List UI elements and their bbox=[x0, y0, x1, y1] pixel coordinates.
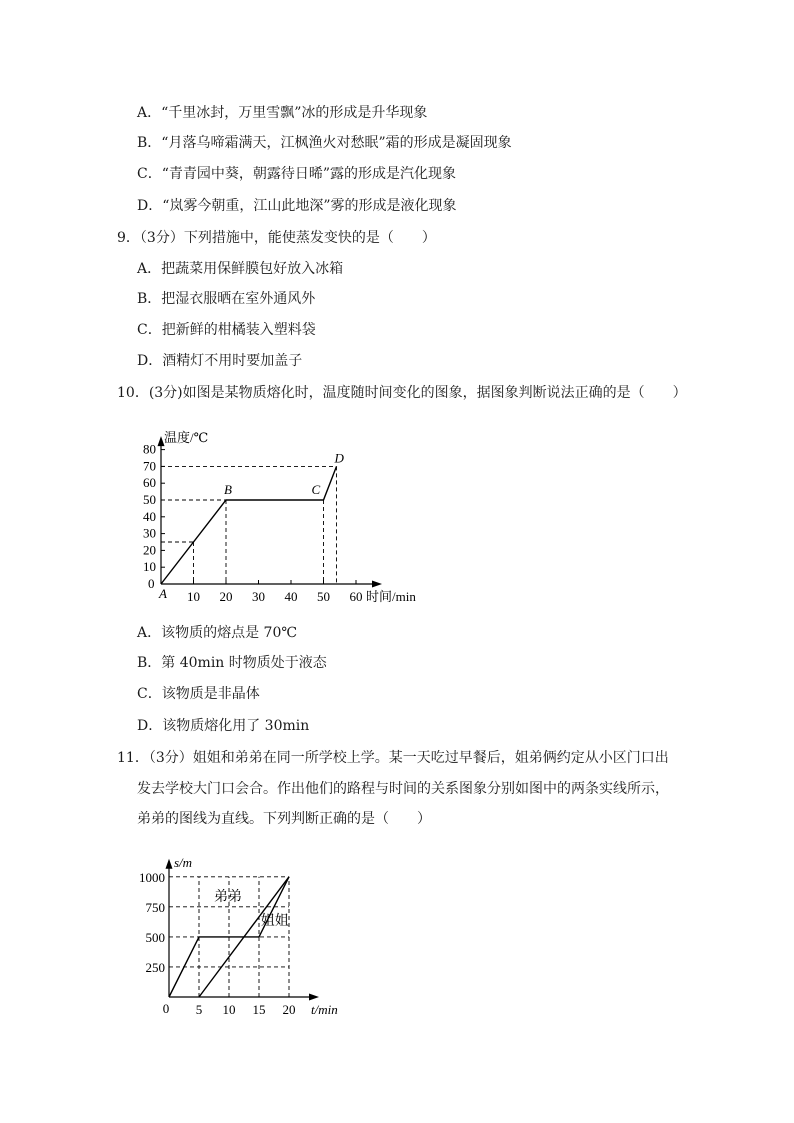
x-tick-label: 50 bbox=[317, 589, 330, 604]
y-tick-label: 50 bbox=[143, 492, 156, 507]
x-tick-label: 10 bbox=[187, 589, 200, 604]
x-tick-label: 15 bbox=[252, 1002, 266, 1017]
q10-option-d: D．该物质熔化用了 30min bbox=[137, 718, 310, 734]
y-tick-label: 60 bbox=[143, 475, 156, 491]
y-tick-label: 10 bbox=[143, 559, 156, 575]
x-axis-label: 时间/min bbox=[366, 589, 416, 604]
y-tick-label: 80 bbox=[143, 441, 156, 457]
series-label-sister: 姐姐 bbox=[260, 913, 289, 929]
y-tick-label: 250 bbox=[145, 959, 165, 975]
q8-option-c: C．“青青园中葵，朝露待日晞”露的形成是汽化现象 bbox=[137, 166, 457, 182]
y-axis-arrow bbox=[166, 859, 173, 869]
q9-stem: 9．（3分）下列措施中，能使蒸发变快的是（ ） bbox=[117, 230, 436, 246]
q10-option-b: B．第 40min 时物质处于液态 bbox=[137, 655, 327, 671]
point-label-a: A bbox=[159, 586, 167, 601]
x-tick-label: 20 bbox=[282, 1002, 296, 1017]
x-axis-arrow bbox=[309, 994, 319, 1001]
q9-option-a: A．把蔬菜用保鲜膜包好放入冰箱 bbox=[137, 261, 344, 277]
q8-option-b: B．“月落乌啼霜满天，江枫渔火对愁眠”霜的形成是凝固现象 bbox=[137, 135, 512, 151]
point-label-d: D bbox=[334, 450, 344, 466]
origin-label: 0 bbox=[162, 1001, 170, 1016]
y-tick-label: 20 bbox=[143, 542, 156, 558]
q8-option-a: A．“千里冰封，万里雪飘”冰的形成是升华现象 bbox=[137, 105, 428, 121]
q10-stem: 10．(3分)如图是某物质熔化时，温度随时间变化的图象，据图象判断说法正确的是（ ） bbox=[117, 385, 687, 401]
x-tick-label: 60 bbox=[349, 589, 363, 604]
x-tick-label: 30 bbox=[252, 589, 265, 604]
x-tick-label: 40 bbox=[284, 589, 298, 604]
y-axis-label: 温度/℃ bbox=[164, 430, 209, 446]
q8-option-d: D．“岚雾今朝重，江山此地深”雾的形成是液化现象 bbox=[137, 198, 457, 214]
point-label-b: B bbox=[224, 482, 232, 497]
y-tick-label: 30 bbox=[143, 525, 156, 541]
series-label-brother: 弟弟 bbox=[214, 889, 242, 905]
q9-option-b: B．把湿衣服晒在室外通风外 bbox=[137, 291, 316, 307]
x-axis-arrow bbox=[372, 581, 382, 588]
x-tick-label: 5 bbox=[195, 1002, 203, 1017]
q11-stem-line-1: 11．（3分）姐姐和弟弟在同一所学校上学。某一天吃过早餐后，姐弟俩约定从小区门口出 bbox=[117, 750, 669, 766]
y-tick-label: 40 bbox=[143, 508, 156, 524]
melting-curve-chart bbox=[130, 412, 450, 612]
q10-option-c: C．该物质是非晶体 bbox=[137, 686, 260, 702]
y-tick-label: 70 bbox=[143, 458, 156, 474]
q10-option-a: A．该物质的熔点是 70℃ bbox=[137, 625, 298, 641]
melting-curve bbox=[161, 466, 337, 584]
q9-option-c: C．把新鲜的柑橘装入塑料袋 bbox=[137, 322, 316, 338]
y-axis-label: s/m bbox=[174, 854, 193, 870]
origin-label: 0 bbox=[148, 576, 155, 591]
y-tick-label: 1000 bbox=[139, 869, 165, 885]
y-tick-label: 750 bbox=[145, 899, 165, 915]
x-axis-label: t/min bbox=[311, 1002, 338, 1017]
q11-stem-line-3: 弟弟的图线为直线。下列判断正确的是（ ） bbox=[137, 811, 431, 827]
y-tick-label: 500 bbox=[145, 929, 165, 945]
q9-option-d: D．酒精灯不用时要加盖子 bbox=[137, 353, 303, 369]
q11-stem-line-2: 发去学校大门口会合。作出他们的路程与时间的关系图象分别如图中的两条实线所示， bbox=[137, 781, 669, 797]
point-label-c: C bbox=[311, 482, 321, 497]
x-tick-label: 20 bbox=[219, 589, 233, 604]
distance-time-chart bbox=[130, 836, 370, 1026]
x-tick-label: 10 bbox=[222, 1002, 236, 1017]
